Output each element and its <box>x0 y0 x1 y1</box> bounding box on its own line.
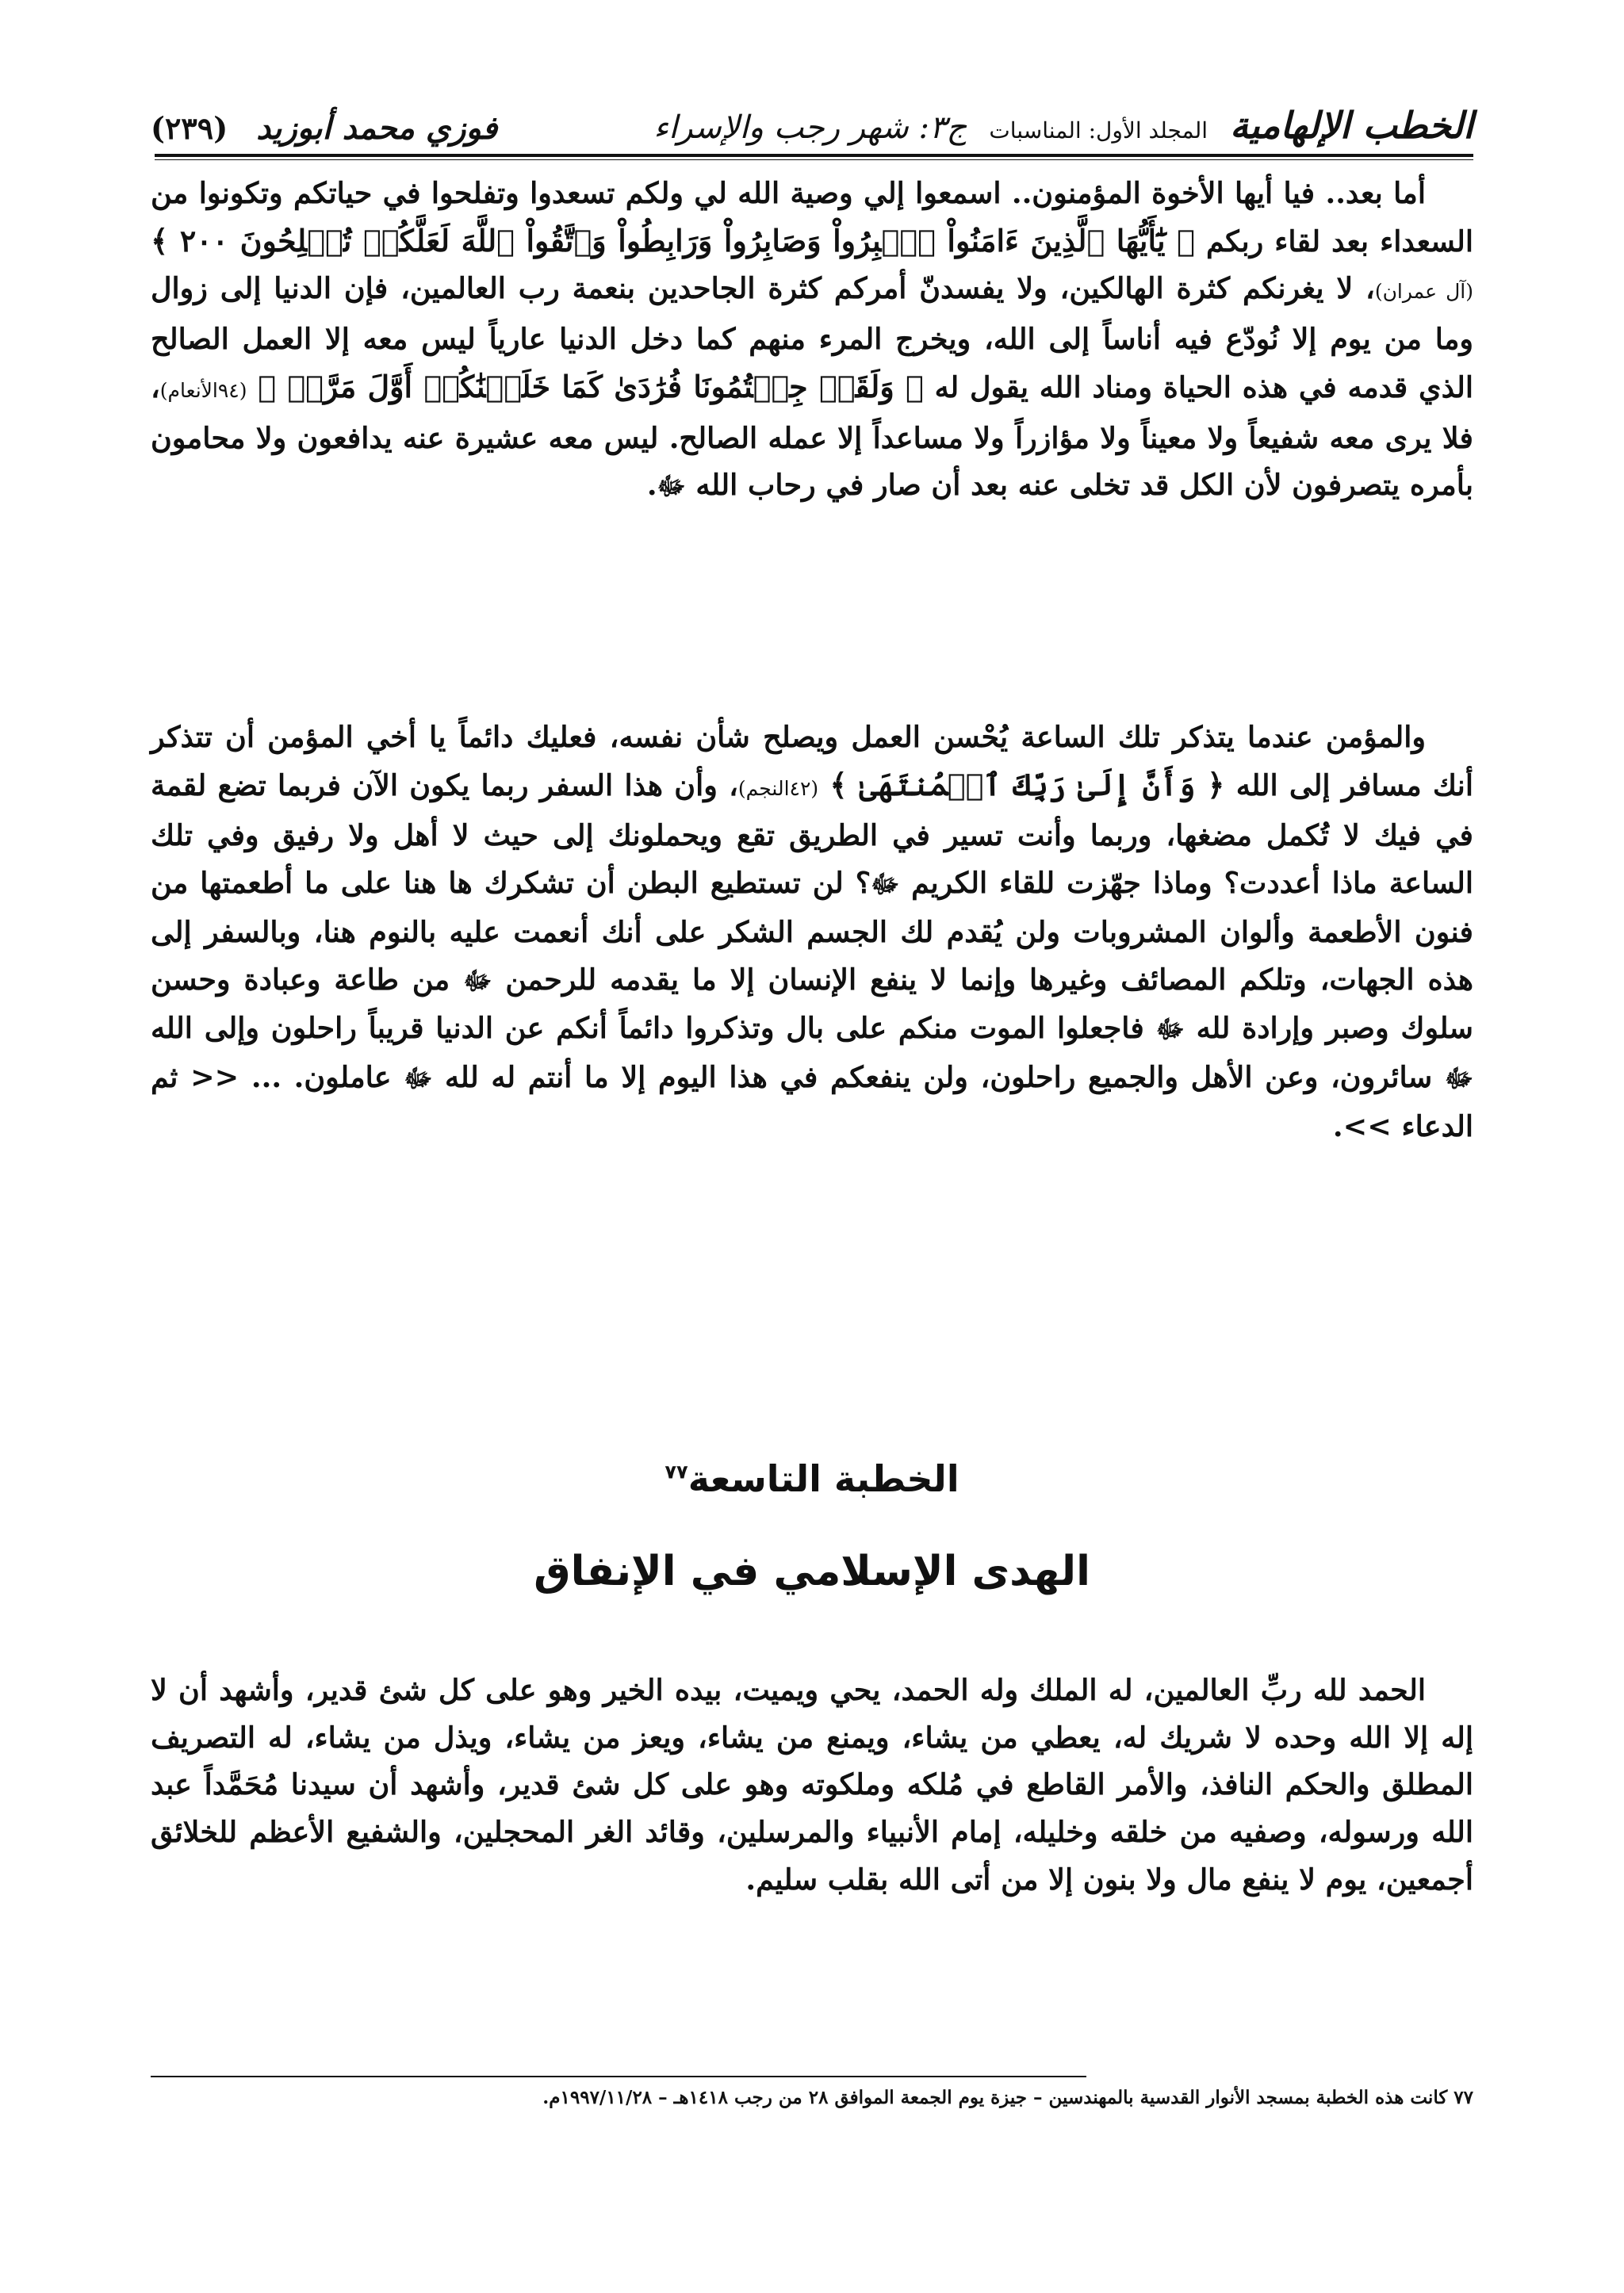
running-header <box>151 94 1473 147</box>
verse-reference: (٩٤الأنعام) <box>159 378 247 402</box>
paragraph-1 <box>151 170 1473 511</box>
quran-verse: ﴿ وَأَنَّ إِلَىٰ رَبِّكَ ٱلۡمُنتَهَىٰ ﴾ <box>829 766 1225 802</box>
header-right-group <box>653 104 1473 147</box>
honorific-glyph: ﷻ <box>871 869 900 900</box>
page-number: (٢٣٩) <box>151 110 228 146</box>
text-run: سائرون، وعن الأهل والجميع راحلون، ولن ينفعكم في هذا اليوم إلا ما أنتم له لله <box>445 1059 1433 1094</box>
quran-verse: ﴿ يَٰٓأَيُّهَا ٱلَّذِينَ ءَامَنُواْ ٱصۡبِرُواْ وَصَابِرُواْ وَرَابِطُواْ وَٱتَّقُواْ ٱللَّهَ لَعَلَّكُمۡ تُفۡلِحُونَ ٢٠٠ ﴾ <box>151 222 1195 258</box>
book-title: الخطب الإلهامية <box>1230 103 1473 147</box>
sermon-opening-text: الحمد لله ربِّ العالمين، له الملك وله الحمد، يحي ويميت، بيده الخير وهو على كل شئ قدير، وأشهد أن لا إله إلا الله وحده لا شريك له، يعطي من يشاء، ويمنع من يشاء، ويعز من يشاء، ويذل من يشاء، له التصريف المطلق والحكم النافذ، والأمر القاطع في مُلكه وملكوته وهو على كل شئ قدير، وأشهد أن سيدنا مُحَمَّداً عبد الله ورسوله، وصفيه من خلقه وخليله، إمام الأنبياء والمرسلين، وقائد الغر المحجلين، والشفيع الأعظم للخلائق أجمعين، يوم لا ينفع مال ولا بنون إلا من أتى الله بقلب سليم. <box>151 1673 1473 1897</box>
text-run: من طاعة وعبادة وحسن سلوك وصبر وإرادة لله <box>151 962 1474 1046</box>
text-run: ؟ لن تستطيع البطن أن تشكرك ها هنا على ما أطعمتها من فنون الأطعمة وألوان المشروبات ولن يُقدم لك الجسم الشكر على أنك أنعمت عليه بالنوم هنا، وبالسفر إلى هذه الجهات، وتلكم المصائف وغيرها وإنما لا ينفع الإنسان إلا ما يقدمه للرحمن <box>151 866 1474 997</box>
text-run: والمؤمن عندما يتذكر تلك الساعة يُحْسن العمل ويصلح شأن نفسه، فعليك دائماً يا أخي المؤمن أن تتذكر أنك مسافر إلى الله <box>151 720 1473 802</box>
text-run: ، لا يغرنكم كثرة الهالكين، ولا يفسدنّ أمركم كثرة الجاحدين بنعمة رب العالمين، فإن الدنيا إلى زوال وما من يوم إلا نُودّع فيه أناساً إلى الله، ويخرج المرء منهم كما دخل الدنيا عارياً ليس معه إلا العمل الصالح الذي قدمه في هذه الحياة ومناد الله يقول له <box>151 271 1473 404</box>
author-name: فوزي محمد أبوزيد <box>256 109 498 147</box>
sermon-title-text: الخطبة التاسعة <box>688 1457 959 1500</box>
sermon-title <box>151 1457 1473 1500</box>
quran-verse: ﴿ وَلَقَدۡ جِئۡتُمُونَا فُرَٰدَىٰ كَمَا خَلَقۡنَٰكُمۡ أَوَّلَ مَرَّةٖ ﴾ <box>258 368 924 404</box>
honorific-glyph: ﷻ <box>1444 1062 1473 1093</box>
text-run: أما بعد.. فيا أيها الأخوة المؤمنون.. اسمعوا إلي وصية الله لي ولكم تسعدوا وتفلحوا في حياتكم وتكونوا من السعداء بعد لقاء ربكم <box>151 176 1473 258</box>
footnote: ٧٧ كانت هذه الخطبة بمسجد الأنوار القدسية بالمهندسين – جيزة يوم الجمعة الموافق ٢٨ من رجب ١٤١٨هـ – ١٩٩٧/١١/٢٨م. <box>542 2087 1473 2108</box>
sermon-subtitle: الهدى الإسلامي في الإنفاق <box>534 1548 1090 1595</box>
part-label: ج٣: شهر رجب والإسراء <box>653 109 967 146</box>
paragraph-3 <box>151 1667 1473 1904</box>
verse-reference: (آل عمران) <box>1374 280 1473 304</box>
text-run: فاجعلوا الموت منكم على بال وتذكروا دائماً أنكم عن الدنيا قريباً راحلون وإلى الله <box>151 1011 1144 1046</box>
text-run: . <box>646 468 657 503</box>
footnote-divider <box>151 2076 1086 2077</box>
header-divider <box>155 154 1473 160</box>
honorific-glyph: ﷻ <box>463 965 492 996</box>
honorific-glyph: ﷻ <box>1155 1014 1185 1045</box>
footnote-marker: ٧٧ <box>665 1460 688 1483</box>
text-run: ، فلا يرى معه شفيعاً ولا معيناً ولا مؤازراً ولا مساعداً إلا عمله الصالح. ليس معه عشيرة عنه يدافعون ولا محامون بأمره يتصرفون لأن الكل قد تخلى عنه بعد أن صار في رحاب الله <box>151 369 1473 503</box>
verse-reference: (٤٢النجم) <box>737 776 819 800</box>
paragraph-2 <box>151 714 1473 1150</box>
header-left-group <box>151 109 497 147</box>
text-run: عاملون. ... << ثم الدعاء >>. <box>151 1059 1473 1143</box>
volume-label: المجلد الأول: المناسبات <box>989 117 1208 144</box>
honorific-glyph: ﷻ <box>657 471 686 502</box>
text-run: ، وأن هذا السفر ربما يكون الآن فربما تضع لقمة في فيك لا تُكمل مضغها، وربما وأنت تسير في الطريق تقع ويحملونك إلى حيث لا أهل ولا رفيق وفي تلك الساعة ماذا أعددت؟ وماذا جهّزت للقاء الكريم <box>151 768 1473 901</box>
honorific-glyph: ﷻ <box>404 1062 433 1093</box>
